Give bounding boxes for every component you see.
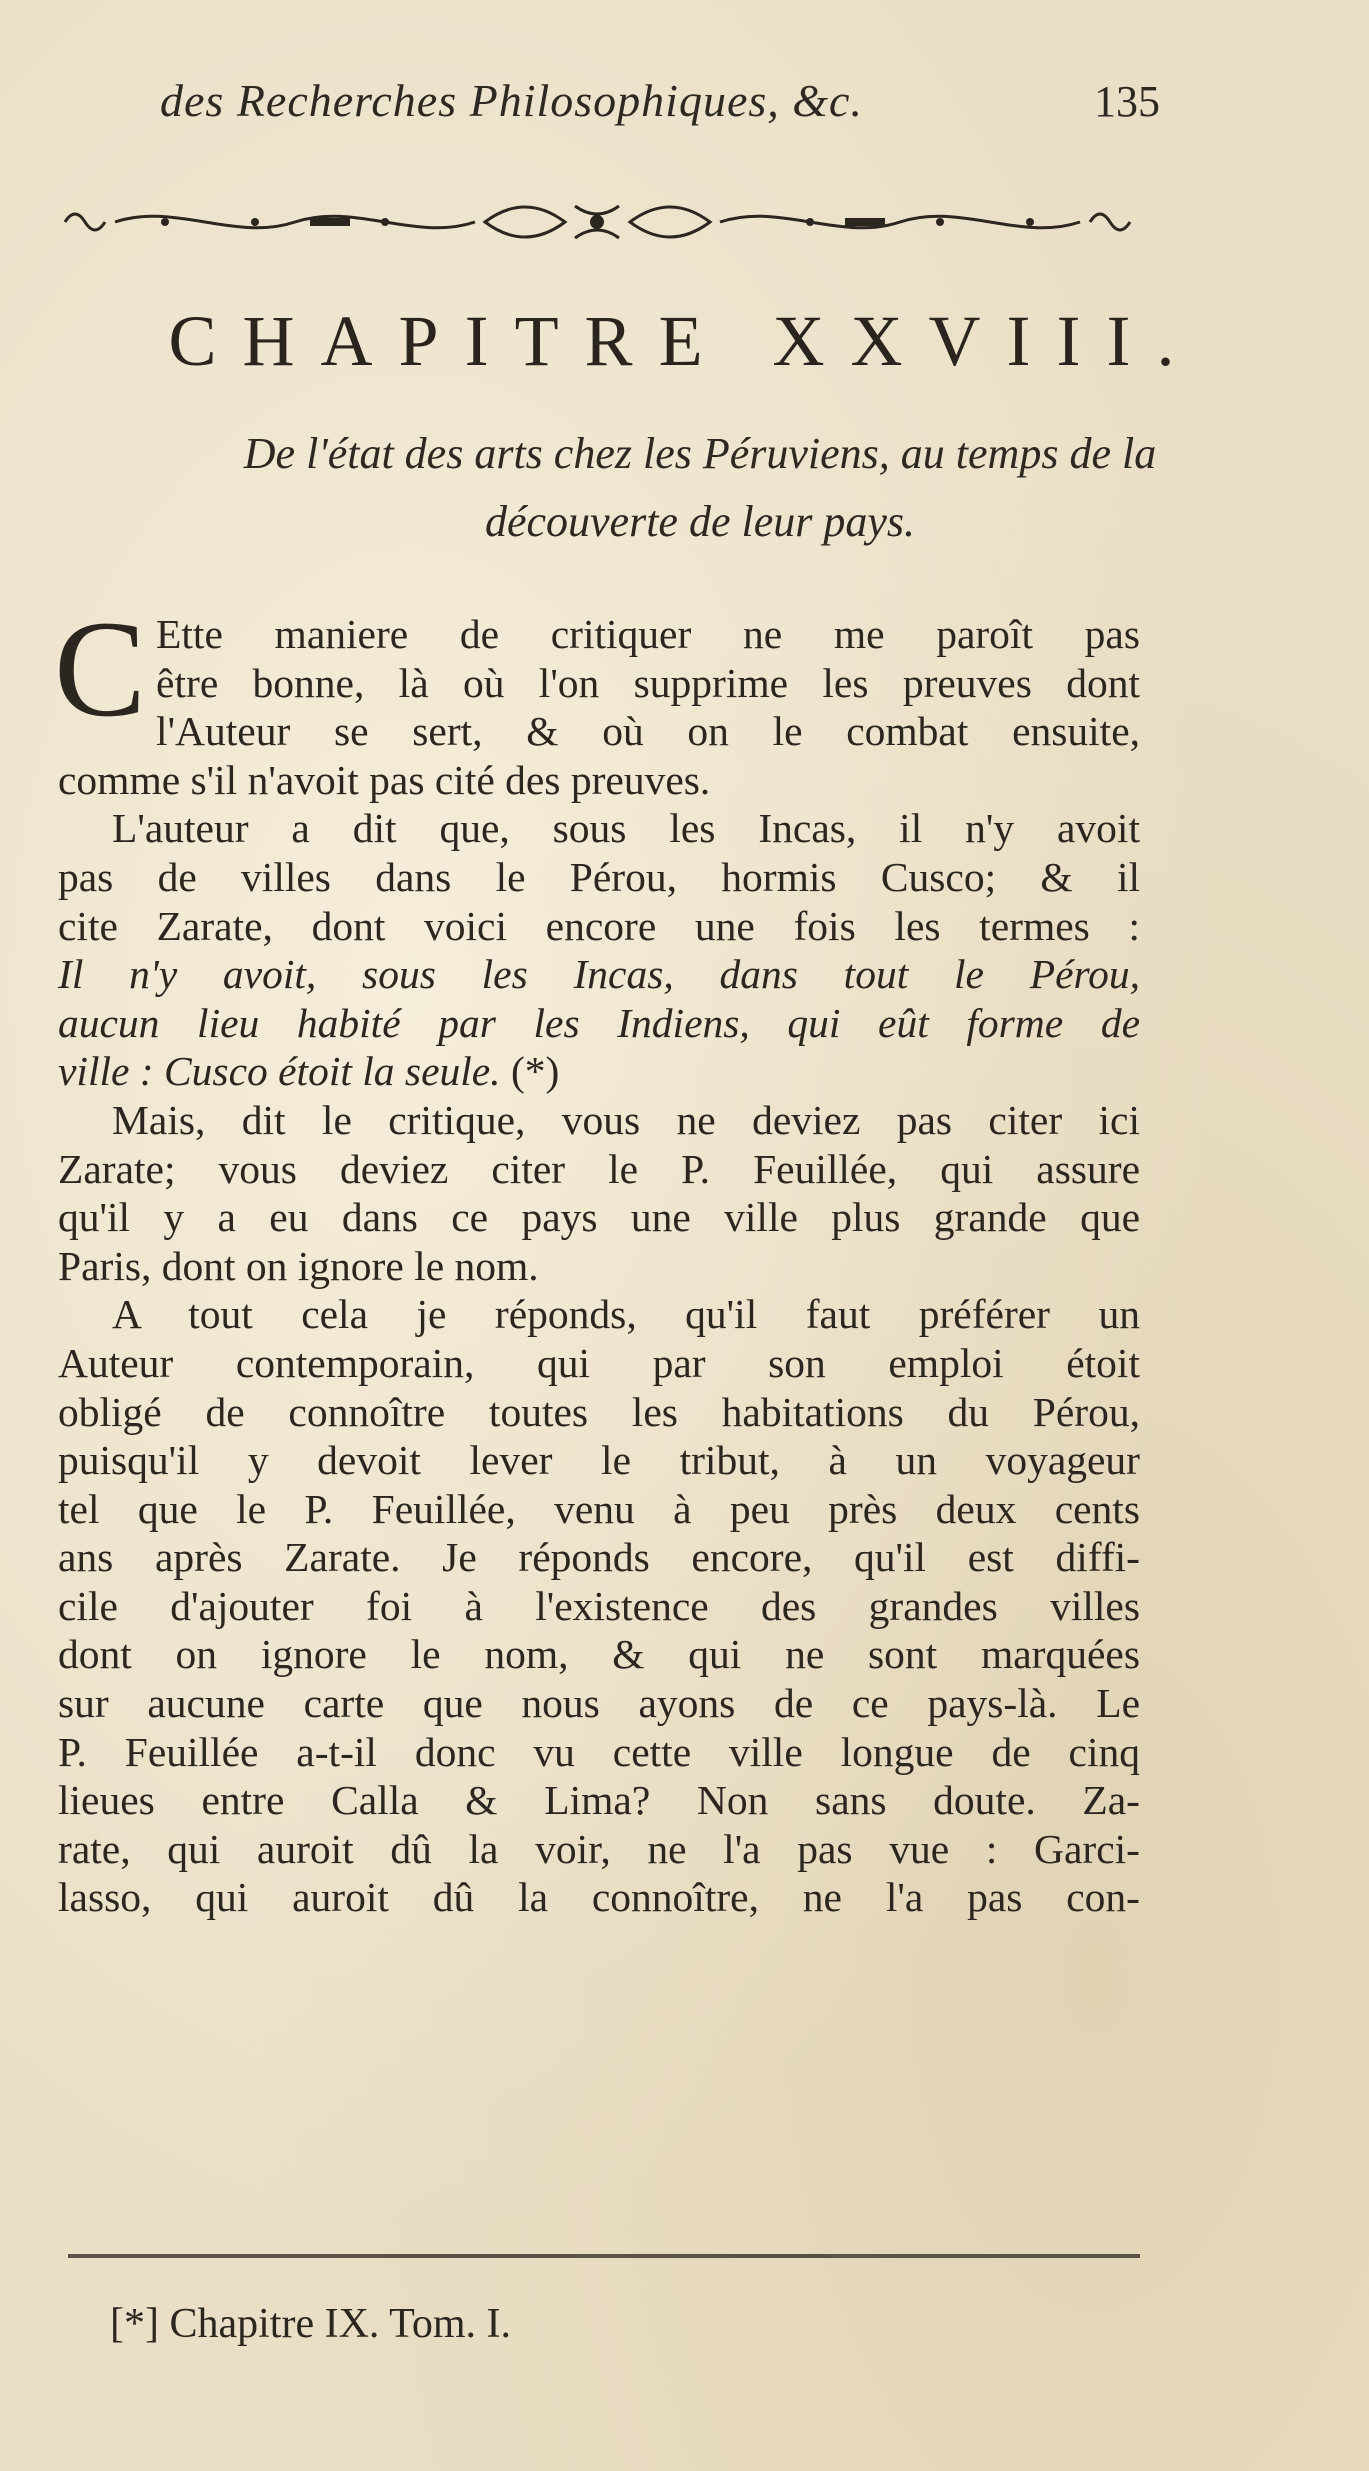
quote-line: Il n'y avoit, sous les Incas, dans tout le Pérou,	[58, 951, 1140, 998]
text-line: obligé de connoître toutes les habitations du Pérou,	[58, 1388, 1140, 1435]
page-header	[160, 70, 1160, 140]
text-line: puisqu'il y devoit lever le tribut, à un voyageur	[58, 1437, 1140, 1484]
subtitle-line: découverte de leur pays.	[484, 497, 916, 546]
page-number: 135	[1094, 77, 1160, 126]
chapter-title: CHAPITRE XXVIII.	[168, 301, 1201, 381]
footnote-marker: (*)	[510, 1048, 560, 1095]
text-line: cite Zarate, dont voici encore une fois les termes :	[58, 902, 1140, 949]
decorative-ornament-band	[55, 196, 1140, 248]
text-line: rate, qui auroit dû la voir, ne l'a pas vue : Garci-	[58, 1825, 1140, 1872]
text-line: Auteur contemporain, qui par son emploi étoit	[58, 1339, 1140, 1386]
running-title: des Recherches Philosophiques, &c.	[160, 75, 863, 126]
text-line: ans après Zarate. Je réponds encore, qu'il est diffi-	[58, 1534, 1140, 1581]
chapter-subtitle	[200, 420, 1200, 556]
text-line: tel que le P. Feuillée, venu à peu près deux cents	[58, 1485, 1140, 1532]
text-line: l'Auteur se sert, & où on le combat ensuite,	[156, 708, 1140, 755]
text-line: comme s'il n'avoit pas cité des preuves.	[58, 756, 711, 803]
text-line: lieues entre Calla & Lima? Non sans doute. Za-	[58, 1777, 1140, 1824]
drop-cap: C	[54, 592, 147, 745]
text-line: pas de villes dans le Pérou, hormis Cusco; & il	[58, 853, 1140, 900]
text-line: Mais, dit le critique, vous ne deviez pas citer ici	[112, 1096, 1140, 1143]
text-line: être bonne, là où l'on supprime les preuves dont	[156, 659, 1140, 706]
footnote: [*] Chapitre IX. Tom. I.	[110, 2301, 512, 2347]
text-line: dont on ignore le nom, & qui ne sont marquées	[58, 1631, 1140, 1678]
quote-text: ville : Cusco étoit la seule.	[58, 1048, 501, 1095]
footnote-rule	[68, 2252, 1140, 2260]
text-line: lasso, qui auroit dû la connoître, ne l'a pas con-	[58, 1874, 1140, 1921]
text-line: Paris, dont on ignore le nom.	[58, 1242, 539, 1289]
body-text	[54, 592, 1140, 1922]
text-line: Zarate; vous deviez citer le P. Feuillée, qui assure	[58, 1145, 1140, 1192]
text-line: P. Feuillée a-t-il donc vu cette ville longue de cinq	[58, 1728, 1140, 1775]
text-line: sur aucune carte que nous ayons de ce pays-là. Le	[58, 1680, 1140, 1727]
subtitle-line: De l'état des arts chez les Péruviens, au temps de la	[243, 429, 1157, 478]
quote-line-end	[58, 1047, 1140, 1096]
text-line: qu'il y a eu dans ce pays une ville plus grande que	[58, 1194, 1140, 1241]
text-line: cile d'ajouter foi à l'existence des grandes villes	[58, 1582, 1140, 1629]
text-line: A tout cela je réponds, qu'il faut préférer un	[112, 1291, 1140, 1338]
text-line: Ette maniere de critiquer ne me paroît pas	[156, 611, 1140, 657]
quote-line: aucun lieu habité par les Indiens, qui eût forme de	[58, 999, 1140, 1046]
text-line: L'auteur a dit que, sous les Incas, il n'y avoit	[112, 805, 1140, 852]
